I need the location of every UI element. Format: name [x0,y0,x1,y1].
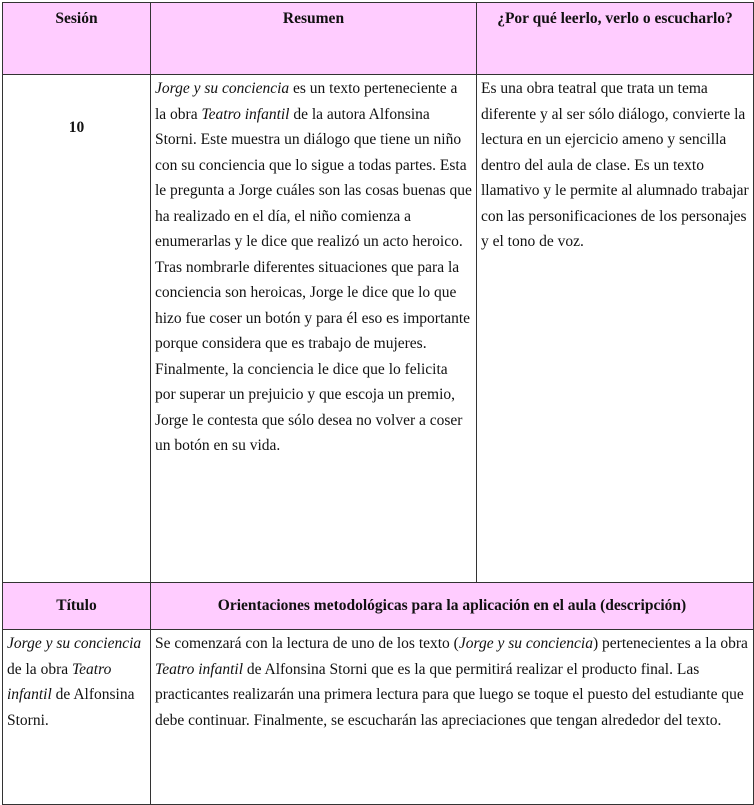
title-cell [3,630,151,805]
header-sesion: Sesión [3,3,151,75]
text-run: ) pertenecientes a la obra [593,635,748,652]
text-run: es un texto perteneciente a la obra [155,80,458,123]
guidance-cell [151,630,754,805]
italic-title-text: Teatro infantil [201,105,290,123]
italic-title-text: Jorge y su conciencia [155,80,290,97]
italic-title-text: Teatro infantil [155,660,243,678]
reason-cell: Es una obra teatral que trata un tema diferente y al ser sólo diálogo, convierte la lectura en un ejercicio ameno y sencilla dentro del aula de clase. Es un texto llamativo y le permite al alumnado trabajar con las personificaciones de los personajes y el tono de voz. [477,75,754,583]
italic-title-text: Jorge y su conciencia [458,635,593,652]
header-row-bottom [3,583,754,630]
italic-title-text: Teatro infantil [7,660,112,703]
header-orientaciones: Orientaciones metodológicas para la aplicación en el aula (descripción) [151,583,754,630]
header-por-que: ¿Por qué leerlo, verlo o escucharlo? [477,3,754,75]
header-titulo: Título [3,583,151,630]
header-resumen: Resumen [151,3,477,75]
text-run: de la obra [7,660,72,678]
text-run: de Alfonsina Storni que es la que permitirá realizar el producto final. Las practicantes realizarán una primera lectura para que luego se toque el puesto del estudiante que debe continuar. Finalmente, se escucharán las apreciaciones que tengan alrededor del texto. [155,660,744,729]
session-row [3,75,754,583]
text-run: de Alfonsina Storni. [7,686,135,729]
text-run: de la autora Alfonsina Storni. Este muestra un diálogo que tiene un niño con su conciencia que lo sigue a todas partes. Esta le pregunta a Jorge cuáles son las cosas buenas que ha realizado en el día, el niño comienza a enumerarlas y le dice que realizó un acto heroico. Tras nombrarle diferentes situaciones que para la conciencia son heroicas, Jorge le dice que lo que hizo fue coser un botón y para él eso es importante porque considera que es trabajo de mujeres. Finalmente, la conciencia le dice que lo felicita por superar un prejuicio y que escoja un premio, Jorge le contesta que sólo desea no volver a coser un botón en su vida. [155,105,472,454]
lesson-plan-table [2,2,754,805]
session-number: 10 [3,75,151,583]
title-row [3,630,754,805]
italic-title-text: Jorge y su conciencia [7,635,142,652]
text-run: Se comenzará con la lectura de uno de los texto ( [155,635,459,652]
header-row-top [3,3,754,75]
summary-cell [151,75,477,583]
